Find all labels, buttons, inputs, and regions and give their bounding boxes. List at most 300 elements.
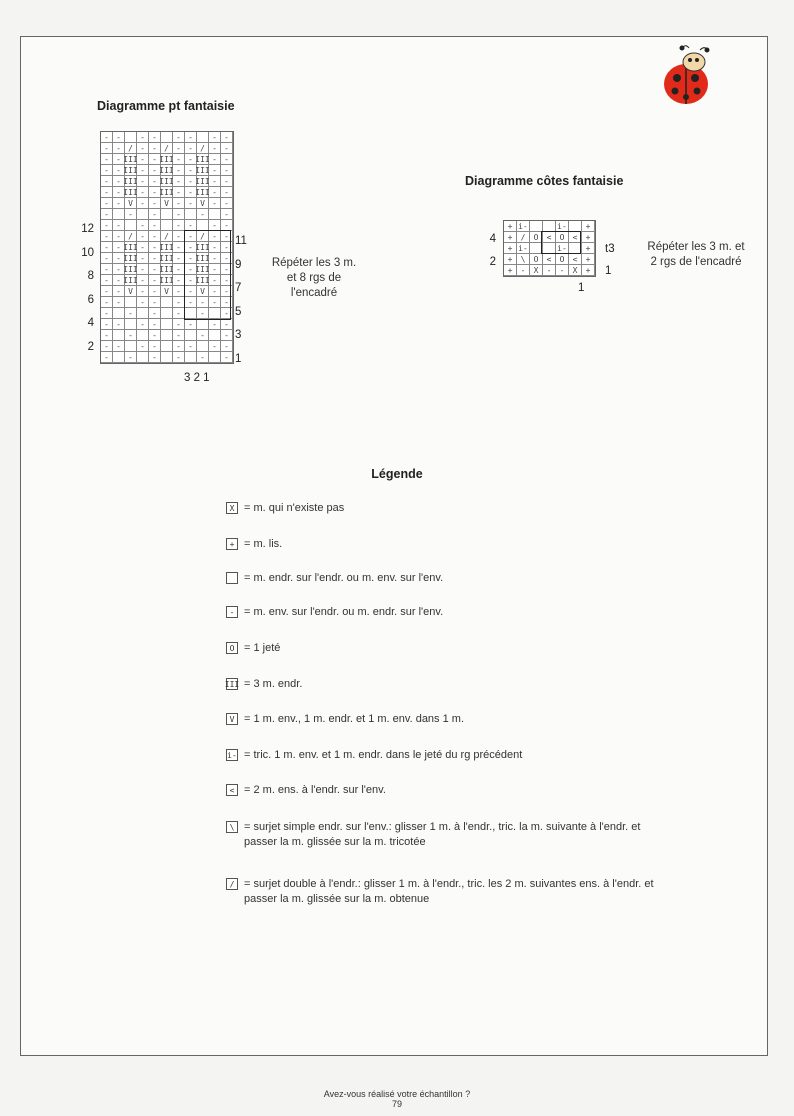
left-row-number: 3	[235, 329, 242, 341]
chart-cell: -	[101, 341, 113, 352]
chart-cell: -	[125, 308, 137, 319]
chart-cell: -	[185, 231, 197, 242]
chart-cell	[125, 297, 137, 308]
chart-cell: -	[101, 319, 113, 330]
chart-cell: -	[101, 275, 113, 286]
chart-cell: -	[149, 220, 161, 231]
chart-cell: -	[101, 297, 113, 308]
chart-cell: III	[195, 264, 210, 274]
chart-cell: -	[101, 253, 113, 264]
chart-cell	[197, 341, 209, 352]
chart-cell: /	[517, 232, 530, 243]
chart-cell: -	[209, 264, 221, 275]
chart-cell: -	[113, 132, 125, 143]
chart-cell: III	[123, 242, 138, 252]
chart-cell: V	[161, 286, 173, 297]
legend-text: = surjet simple endr. sur l'env.: glisser 1 m. à l'endr., tric. la m. suivante à l'endr. et passer la m. glissée sur la m. tricotée	[244, 821, 641, 848]
chart-cell: -	[137, 286, 149, 297]
chart-cell: -	[137, 176, 149, 187]
chart-cell	[209, 209, 221, 220]
chart-cell: /	[197, 143, 209, 154]
left-row-number: 11	[235, 235, 247, 247]
chart-cell: -	[209, 319, 221, 330]
legend-text: = tric. 1 m. env. et 1 m. endr. dans le jeté du rg précédent	[244, 749, 523, 761]
chart-cell: <	[543, 232, 556, 243]
chart-cell: -	[149, 275, 161, 286]
chart-cell: /	[197, 231, 209, 242]
chart-cell: -	[209, 220, 221, 231]
chart-cell: -	[209, 154, 221, 165]
legend-symbol: i-	[227, 750, 237, 760]
right-diagram-title: Diagramme côtes fantaisie	[465, 174, 624, 188]
chart-cell: -	[173, 165, 185, 176]
chart-cell: -	[173, 198, 185, 209]
chart-cell: -	[221, 341, 233, 352]
left-repeat-box	[184, 230, 231, 320]
chart-cell: i-	[517, 243, 530, 254]
right-row-number: t3	[605, 243, 615, 255]
chart-cell: -	[113, 253, 125, 264]
chart-cell: -	[101, 187, 113, 198]
chart-cell: -	[125, 352, 137, 363]
chart-cell: -	[197, 297, 209, 308]
right-row-number: 1	[605, 265, 612, 277]
chart-cell: -	[149, 341, 161, 352]
chart-cell: -	[221, 286, 233, 297]
chart-cell: O	[530, 232, 543, 243]
chart-cell: -	[173, 286, 185, 297]
chart-cell: -	[221, 275, 233, 286]
chart-cell: -	[101, 264, 113, 275]
ladybug-icon	[656, 44, 716, 108]
chart-cell: -	[221, 209, 233, 220]
legend-item	[226, 571, 764, 586]
chart-cell: -	[185, 198, 197, 209]
legend-symbol: +	[226, 538, 238, 550]
chart-cell: -	[185, 297, 197, 308]
left-row-number: 12	[81, 223, 94, 235]
chart-cell: -	[209, 275, 221, 286]
chart-cell: -	[173, 297, 185, 308]
chart-cell	[113, 352, 125, 363]
chart-cell: III	[123, 253, 138, 263]
chart-cell: -	[137, 297, 149, 308]
chart-cell: -	[137, 187, 149, 198]
chart-cell: -	[113, 220, 125, 231]
chart-cell: III	[123, 165, 138, 175]
left-row-number: 1	[235, 352, 242, 365]
chart-cell: -	[149, 319, 161, 330]
chart-cell: III	[195, 165, 210, 175]
left-row-number: 7	[235, 282, 242, 294]
right-row-number: 4	[489, 233, 496, 245]
chart-cell: III	[159, 264, 174, 274]
chart-cell: III	[195, 275, 210, 285]
chart-cell: -	[101, 242, 113, 253]
chart-cell: -	[125, 330, 137, 341]
chart-cell: O	[556, 232, 569, 243]
chart-cell: -	[221, 330, 233, 341]
chart-cell: -	[101, 132, 113, 143]
chart-cell: -	[197, 209, 209, 220]
chart-cell: -	[101, 330, 113, 341]
legend-symbol: /	[226, 878, 238, 890]
chart-cell	[161, 297, 173, 308]
chart-cell: +	[504, 265, 517, 276]
chart-cell: -	[221, 143, 233, 154]
right-repeat-note: Répéter les 3 m. et 2 rgs de l'encadré	[647, 241, 745, 268]
legend-text: = 1 jeté	[244, 642, 281, 654]
chart-cell: <	[569, 254, 582, 265]
right-row-number: 2	[489, 256, 496, 268]
chart-cell	[161, 209, 173, 220]
chart-cell	[185, 330, 197, 341]
chart-cell: -	[137, 231, 149, 242]
legend-item	[226, 501, 764, 516]
chart-cell: III	[159, 253, 174, 263]
chart-cell: -	[101, 286, 113, 297]
chart-cell: -	[221, 352, 233, 363]
chart-cell: -	[149, 176, 161, 187]
chart-cell	[185, 352, 197, 363]
chart-cell: -	[185, 319, 197, 330]
chart-cell: -	[209, 187, 221, 198]
chart-cell: -	[101, 198, 113, 209]
chart-cell: -	[209, 165, 221, 176]
chart-cell: +	[504, 232, 517, 243]
chart-cell: -	[149, 187, 161, 198]
chart-cell: <	[569, 232, 582, 243]
chart-cell: -	[221, 253, 233, 264]
chart-cell: -	[149, 143, 161, 154]
chart-cell: -	[113, 242, 125, 253]
chart-cell: -	[101, 220, 113, 231]
chart-cell: III	[195, 187, 210, 197]
chart-cell: -	[209, 253, 221, 264]
chart-cell: /	[125, 143, 137, 154]
chart-cell: -	[149, 308, 161, 319]
chart-cell: +	[582, 265, 595, 276]
chart-cell: -	[149, 352, 161, 363]
chart-cell: -	[149, 330, 161, 341]
chart-cell: -	[185, 341, 197, 352]
chart-cell	[185, 209, 197, 220]
legend-item	[226, 605, 764, 620]
chart-cell: -	[149, 209, 161, 220]
right-stitch-number: 1	[578, 282, 585, 294]
legend-symbol: O	[226, 642, 238, 654]
chart-cell: -	[185, 165, 197, 176]
chart-cell: -	[517, 265, 530, 276]
chart-cell	[161, 308, 173, 319]
legend-text: = 2 m. ens. à l'endr. sur l'env.	[244, 784, 386, 796]
chart-cell: -	[137, 275, 149, 286]
chart-cell: -	[209, 176, 221, 187]
left-row-number: 2	[87, 340, 94, 353]
chart-cell: -	[113, 176, 125, 187]
left-repeat-note: Répéter les 3 m. et 8 rgs de l'encadré	[271, 257, 357, 299]
chart-cell: -	[149, 253, 161, 264]
legend-symbol: -	[226, 606, 238, 618]
chart-cell: -	[137, 242, 149, 253]
chart-cell: -	[185, 286, 197, 297]
chart-cell: -	[137, 154, 149, 165]
chart-cell: -	[221, 220, 233, 231]
chart-cell: -	[113, 165, 125, 176]
chart-cell: i-	[556, 221, 569, 232]
left-row-number: 6	[87, 293, 94, 306]
chart-cell: -	[113, 231, 125, 242]
chart-cell	[113, 308, 125, 319]
chart-cell: i-	[556, 243, 569, 254]
chart-cell: -	[173, 242, 185, 253]
chart-cell: -	[137, 264, 149, 275]
chart-cell: III	[123, 187, 138, 197]
chart-cell: -	[173, 308, 185, 319]
chart-cell: /	[161, 143, 173, 154]
chart-cell: -	[149, 165, 161, 176]
chart-cell: -	[197, 352, 209, 363]
chart-cell: III	[159, 165, 174, 175]
chart-cell: III	[123, 275, 138, 285]
chart-cell: -	[173, 154, 185, 165]
chart-cell: -	[185, 187, 197, 198]
legend-text: = m. endr. sur l'endr. ou m. env. sur l'env.	[244, 572, 444, 584]
chart-cell: III	[159, 275, 174, 285]
chart-cell	[161, 319, 173, 330]
chart-cell: -	[221, 264, 233, 275]
chart-cell: -	[113, 143, 125, 154]
chart-cell: -	[137, 165, 149, 176]
chart-cell: V	[125, 198, 137, 209]
chart-cell	[209, 352, 221, 363]
chart-cell	[161, 330, 173, 341]
chart-cell	[161, 220, 173, 231]
chart-cell: -	[101, 143, 113, 154]
chart-cell: -	[113, 198, 125, 209]
chart-cell: -	[137, 220, 149, 231]
chart-cell: -	[221, 242, 233, 253]
left-row-number: 9	[235, 258, 242, 271]
chart-cell: X	[530, 265, 543, 276]
chart-cell	[197, 319, 209, 330]
chart-cell: -	[101, 231, 113, 242]
legend-symbol: X	[226, 502, 238, 514]
chart-cell: -	[185, 132, 197, 143]
legend-text: = m. qui n'existe pas	[244, 502, 345, 514]
chart-cell: III	[195, 176, 210, 186]
chart-cell: -	[101, 176, 113, 187]
chart-cell: -	[173, 330, 185, 341]
left-stitch-numbers: 3 2 1	[184, 372, 210, 384]
chart-cell: -	[101, 154, 113, 165]
chart-cell: -	[113, 341, 125, 352]
chart-cell: -	[221, 297, 233, 308]
chart-cell: -	[125, 209, 137, 220]
chart-cell	[125, 319, 137, 330]
chart-cell: III	[159, 154, 174, 164]
chart-cell: X	[569, 265, 582, 276]
chart-cell: +	[582, 243, 595, 254]
legend-text: = 1 m. env., 1 m. endr. et 1 m. env. dans 1 m.	[244, 713, 464, 725]
chart-cell: -	[137, 319, 149, 330]
left-diagram-title: Diagramme pt fantaisie	[97, 99, 235, 113]
chart-cell: -	[113, 319, 125, 330]
chart-cell: +	[582, 254, 595, 265]
chart-cell: -	[173, 220, 185, 231]
chart-cell: -	[209, 132, 221, 143]
chart-cell: +	[504, 221, 517, 232]
legend-item	[226, 820, 654, 850]
chart-cell: -	[149, 264, 161, 275]
legend-item	[226, 783, 764, 798]
chart-cell: -	[209, 341, 221, 352]
chart-cell: +	[582, 232, 595, 243]
chart-cell: <	[543, 254, 556, 265]
chart-cell: -	[173, 132, 185, 143]
chart-cell: -	[197, 330, 209, 341]
chart-cell: /	[161, 231, 173, 242]
chart-cell: -	[173, 209, 185, 220]
chart-cell: -	[543, 265, 556, 276]
chart-cell: -	[185, 154, 197, 165]
chart-cell: -	[101, 209, 113, 220]
chart-cell: -	[137, 341, 149, 352]
chart-cell: O	[530, 254, 543, 265]
chart-cell: -	[137, 253, 149, 264]
legend-item	[226, 641, 764, 656]
chart-cell: -	[101, 165, 113, 176]
legend-text: = m. env. sur l'endr. ou m. endr. sur l'env.	[244, 606, 444, 618]
chart-cell: -	[113, 286, 125, 297]
chart-cell: III	[195, 242, 210, 252]
chart-cell	[125, 220, 137, 231]
chart-cell: -	[185, 220, 197, 231]
chart-cell: -	[185, 264, 197, 275]
chart-cell	[209, 330, 221, 341]
chart-cell: -	[137, 132, 149, 143]
legend-item	[226, 537, 764, 552]
chart-cell: -	[149, 242, 161, 253]
legend-item	[226, 748, 764, 763]
chart-cell: -	[173, 352, 185, 363]
chart-cell: -	[149, 286, 161, 297]
chart-cell: III	[159, 176, 174, 186]
chart-cell	[113, 330, 125, 341]
chart-cell: -	[149, 154, 161, 165]
chart-cell: -	[113, 275, 125, 286]
chart-cell	[197, 132, 209, 143]
chart-cell: -	[113, 154, 125, 165]
chart-cell	[137, 330, 149, 341]
chart-cell: i-	[517, 221, 530, 232]
chart-cell	[125, 132, 137, 143]
left-row-number: 4	[87, 317, 94, 329]
chart-cell: \	[517, 254, 530, 265]
chart-cell: /	[125, 231, 137, 242]
chart-cell: -	[173, 143, 185, 154]
chart-cell: V	[161, 198, 173, 209]
chart-cell	[137, 209, 149, 220]
chart-cell: -	[101, 308, 113, 319]
chart-cell: -	[173, 231, 185, 242]
chart-cell: -	[209, 286, 221, 297]
legend-title: Légende	[371, 467, 423, 481]
chart-cell: -	[185, 275, 197, 286]
chart-cell: -	[556, 265, 569, 276]
chart-cell: -	[197, 308, 209, 319]
chart-cell: V	[125, 286, 137, 297]
chart-cell	[113, 209, 125, 220]
left-row-number: 10	[81, 246, 94, 259]
right-repeat-box	[541, 231, 581, 254]
chart-cell: -	[221, 132, 233, 143]
chart-cell: -	[209, 198, 221, 209]
chart-cell: -	[101, 352, 113, 363]
chart-cell: +	[582, 221, 595, 232]
chart-cell: -	[221, 319, 233, 330]
page-number: 79	[391, 1099, 402, 1109]
chart-cell: -	[173, 341, 185, 352]
chart-cell: -	[209, 297, 221, 308]
legend-symbol: V	[226, 713, 238, 725]
legend-symbol: <	[226, 784, 238, 796]
chart-cell: III	[195, 253, 210, 263]
chart-cell	[137, 308, 149, 319]
chart-cell: -	[185, 143, 197, 154]
legend-item	[226, 712, 764, 727]
footer-question: Avez-vous réalisé votre échantillon ?	[323, 1089, 471, 1099]
chart-cell	[161, 352, 173, 363]
chart-cell: -	[221, 165, 233, 176]
chart-cell: -	[149, 198, 161, 209]
chart-cell: +	[504, 243, 517, 254]
chart-cell: -	[149, 132, 161, 143]
chart-cell: -	[209, 242, 221, 253]
chart-cell: -	[113, 187, 125, 198]
chart-cell	[137, 352, 149, 363]
chart-cell	[125, 341, 137, 352]
chart-cell: -	[173, 253, 185, 264]
chart-cell: V	[197, 286, 209, 297]
chart-cell: -	[185, 176, 197, 187]
left-row-number: 5	[235, 305, 242, 318]
chart-cell: -	[221, 154, 233, 165]
chart-cell: -	[209, 143, 221, 154]
legend-symbol	[226, 572, 238, 584]
legend-text: = m. lis.	[244, 538, 283, 550]
chart-cell: -	[221, 308, 233, 319]
legend-text: = surjet double à l'endr.: glisser 1 m. à l'endr., tric. les 2 m. suivantes ens. à l'endr. et passer la m. glissée sur la m. obtenue	[244, 878, 654, 905]
chart-cell: -	[137, 198, 149, 209]
chart-cell: III	[123, 176, 138, 186]
chart-cell: O	[556, 254, 569, 265]
chart-cell: -	[221, 198, 233, 209]
left-row-number: 8	[87, 270, 94, 282]
chart-cell: -	[149, 231, 161, 242]
chart-cell: III	[159, 242, 174, 252]
chart-cell: -	[173, 187, 185, 198]
legend-symbol: III	[224, 679, 240, 689]
chart-cell: -	[137, 143, 149, 154]
legend-symbol: \	[226, 821, 238, 833]
chart-cell: V	[197, 198, 209, 209]
chart-cell: III	[123, 154, 138, 164]
chart-cell: -	[173, 176, 185, 187]
chart-cell: -	[185, 253, 197, 264]
chart-cell	[161, 132, 173, 143]
legend-item	[226, 877, 654, 907]
